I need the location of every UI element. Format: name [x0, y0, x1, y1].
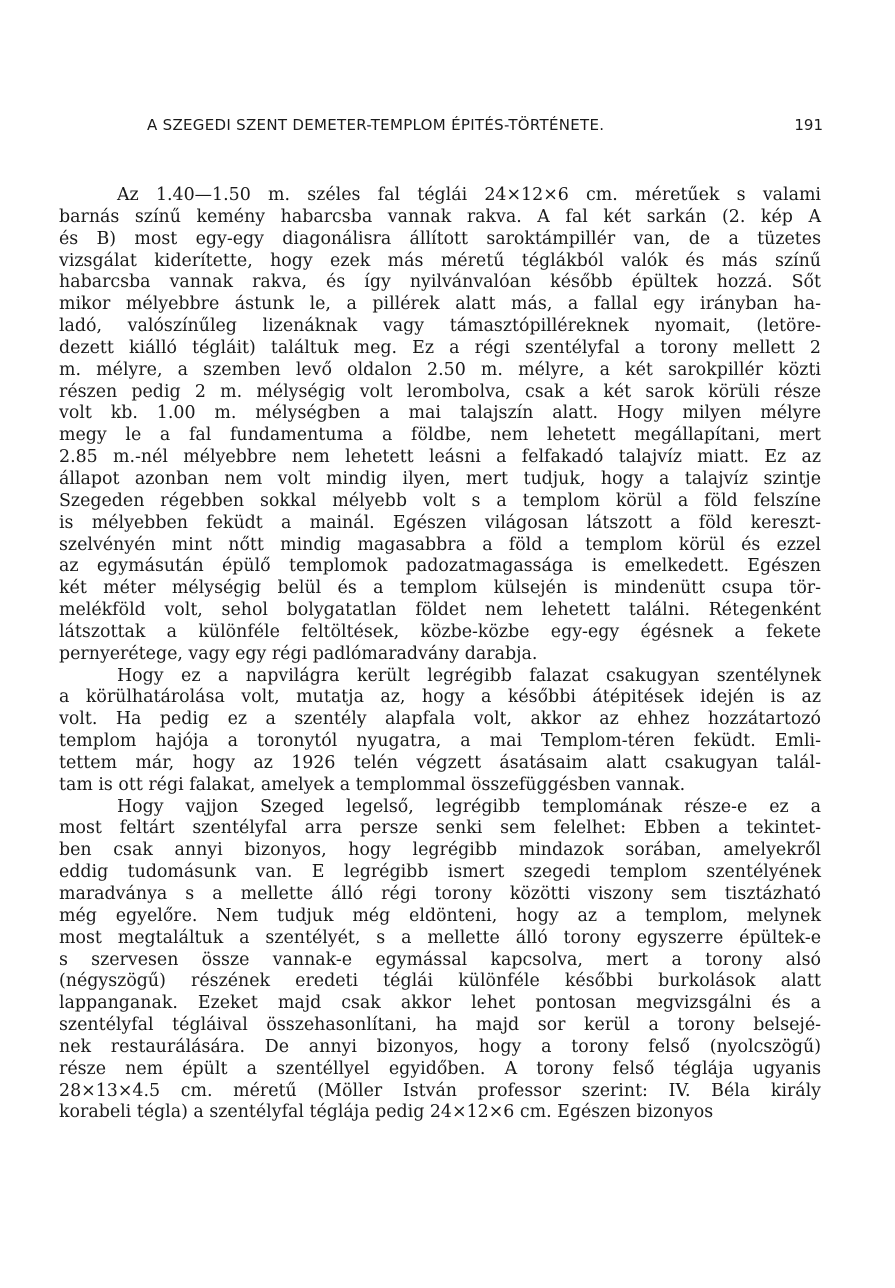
- paragraph: [59, 666, 821, 797]
- text-line: korabeli tégla) a szentélyfal téglája pedig 24×12×6 cm. Egészen bizonyos: [59, 1102, 714, 1123]
- text-line: még egyelőre. Nem tudjuk még eldönteni, hogy az a templom, melynek: [59, 905, 821, 926]
- text-line: barnás színű kemény habarcsba vannak rakva. A fal két sarkán (2. kép A: [59, 206, 821, 227]
- page-number: 191: [794, 116, 823, 134]
- paragraph: [59, 185, 821, 666]
- text-line: eddig tudomásunk van. E legrégibb ismert szegedi templom szentélyének: [59, 862, 821, 883]
- text-line: vizsgálat kiderítette, hogy ezek más méretű téglákból valók és más színű: [59, 250, 821, 271]
- text-line: és B) most egy-egy diagonálisra állított saroktámpillér van, de a tüzetes: [59, 228, 821, 249]
- text-line: dezett kiálló tégláit) találtuk meg. Ez a régi szentélyfal a torony mellett 2: [59, 337, 821, 358]
- text-line: mikor mélyebbre ástunk le, a pillérek alatt más, a fallal egy irányban ha-: [59, 294, 821, 315]
- text-line: Szegeden régebben sokkal mélyebb volt s a templom körül a föld felszíne: [59, 490, 821, 511]
- text-line: m. mélyre, a szemben levő oldalon 2.50 m. mélyre, a két sarokpillér közti: [59, 359, 821, 380]
- text-line: pernyerétege, vagy egy régi padlómaradvány darabja.: [59, 643, 538, 664]
- running-title: A SZEGEDI SZENT DEMETER-TEMPLOM ÉPITÉS-TÖRTÉNETE.: [147, 116, 605, 134]
- text-line: tettem már, hogy az 1926 telén végzett ásatásaim alatt csakugyan talál-: [59, 752, 821, 773]
- text-line: volt. Ha pedig ez a szentély alapfala volt, akkor az ehhez hozzátartozó: [59, 709, 821, 730]
- page-header: [59, 116, 823, 140]
- text-line: Az 1.40—1.50 m. széles fal téglái 24×12×6 cm. méretűek s valami: [117, 185, 821, 205]
- text-line: most feltárt szentélyfal arra persze senki sem felelhet: Ebben a tekintet-: [59, 818, 821, 839]
- text-line: állapot azonban nem volt mindig ilyen, mert tudjuk, hogy a talajvíz szintje: [59, 468, 821, 489]
- text-line: melékföld volt, sehol bolygatatlan földet nem lehetett találni. Rétegenként: [59, 600, 821, 621]
- text-line: ben csak annyi bizonyos, hogy legrégibb mindazok sorában, amelyekről: [59, 840, 821, 861]
- text-line: s szervesen össze vannak-e egymással kapcsolva, mert a torony alsó: [59, 949, 821, 970]
- text-line: tam is ott régi falakat, amelyek a templommal összefüggésben vannak.: [59, 774, 686, 795]
- paragraph: [59, 797, 821, 1125]
- text-line: nek restaurálására. De annyi bizonyos, hogy a torony felső (nyolcszögű): [59, 1036, 821, 1057]
- text-line: lappanganak. Ezeket majd csak akkor lehet pontosan megvizsgálni és a: [59, 993, 821, 1014]
- text-line: most megtaláltuk a szentélyét, s a mellette álló torony egyszerre épültek-e: [59, 927, 821, 948]
- text-line: megy le a fal fundamentuma a földbe, nem lehetett megállapítani, mert: [59, 425, 821, 446]
- text-line: látszottak a különféle feltöltések, közbe-közbe egy-egy égésnek a fekete: [59, 621, 821, 642]
- text-line: az egymásután épülő templomok padozatmagassága is emelkedett. Egészen: [59, 556, 821, 577]
- text-line: maradványa s a mellette álló régi torony közötti viszony sem tisztázható: [59, 884, 821, 904]
- text-line: is mélyebben feküdt a mainál. Egészen világosan látszott a föld kereszt-: [59, 512, 821, 533]
- body-text: [59, 185, 821, 1124]
- text-line: része nem épült a szentéllyel egyidőben. A torony felső téglája ugyanis: [59, 1058, 821, 1079]
- text-line: volt kb. 1.00 m. mélységben a mai talajszín alatt. Hogy milyen mélyre: [59, 403, 821, 424]
- text-line: (négyszögű) részének eredeti téglái különféle későbbi burkolások alatt: [59, 971, 821, 992]
- text-line: templom hajója a toronytól nyugatra, a mai Templom-téren feküdt. Emli-: [59, 731, 821, 752]
- text-line: részen pedig 2 m. mélységig volt lerombolva, csak a két sarok körüli része: [59, 381, 821, 402]
- text-line: 2.85 m.-nél mélyebbre nem lehetett leásni a felfakadó talajvíz miatt. Ez az: [59, 447, 821, 468]
- text-line: ladó, valószínűleg lizenáknak vagy támasztópilléreknek nyomait, (letöre-: [59, 316, 821, 337]
- text-line: szentélyfal tégláival összehasonlítani, ha majd sor kerül a torony belsejé-: [59, 1015, 821, 1036]
- text-line: Hogy ez a napvilágra került legrégibb falazat csakugyan szentélynek: [117, 665, 821, 686]
- text-line: a körülhatárolása volt, mutatja az, hogy a későbbi átépitések idején is az: [59, 687, 821, 708]
- text-line: 28×13×4.5 cm. méretű (Möller István professor szerint: IV. Béla király: [59, 1080, 821, 1101]
- text-line: szelvényén mint nőtt mindig magasabbra a föld a templom körül és ezzel: [59, 534, 821, 555]
- text-line: két méter mélységig belül és a templom külsején is mindenütt csupa tör-: [59, 578, 821, 599]
- text-line: Hogy vajjon Szeged legelső, legrégibb templomának része-e ez a: [117, 796, 821, 817]
- text-line: habarcsba vannak rakva, és így nyilvánvalóan később épültek hozzá. Sőt: [59, 272, 821, 293]
